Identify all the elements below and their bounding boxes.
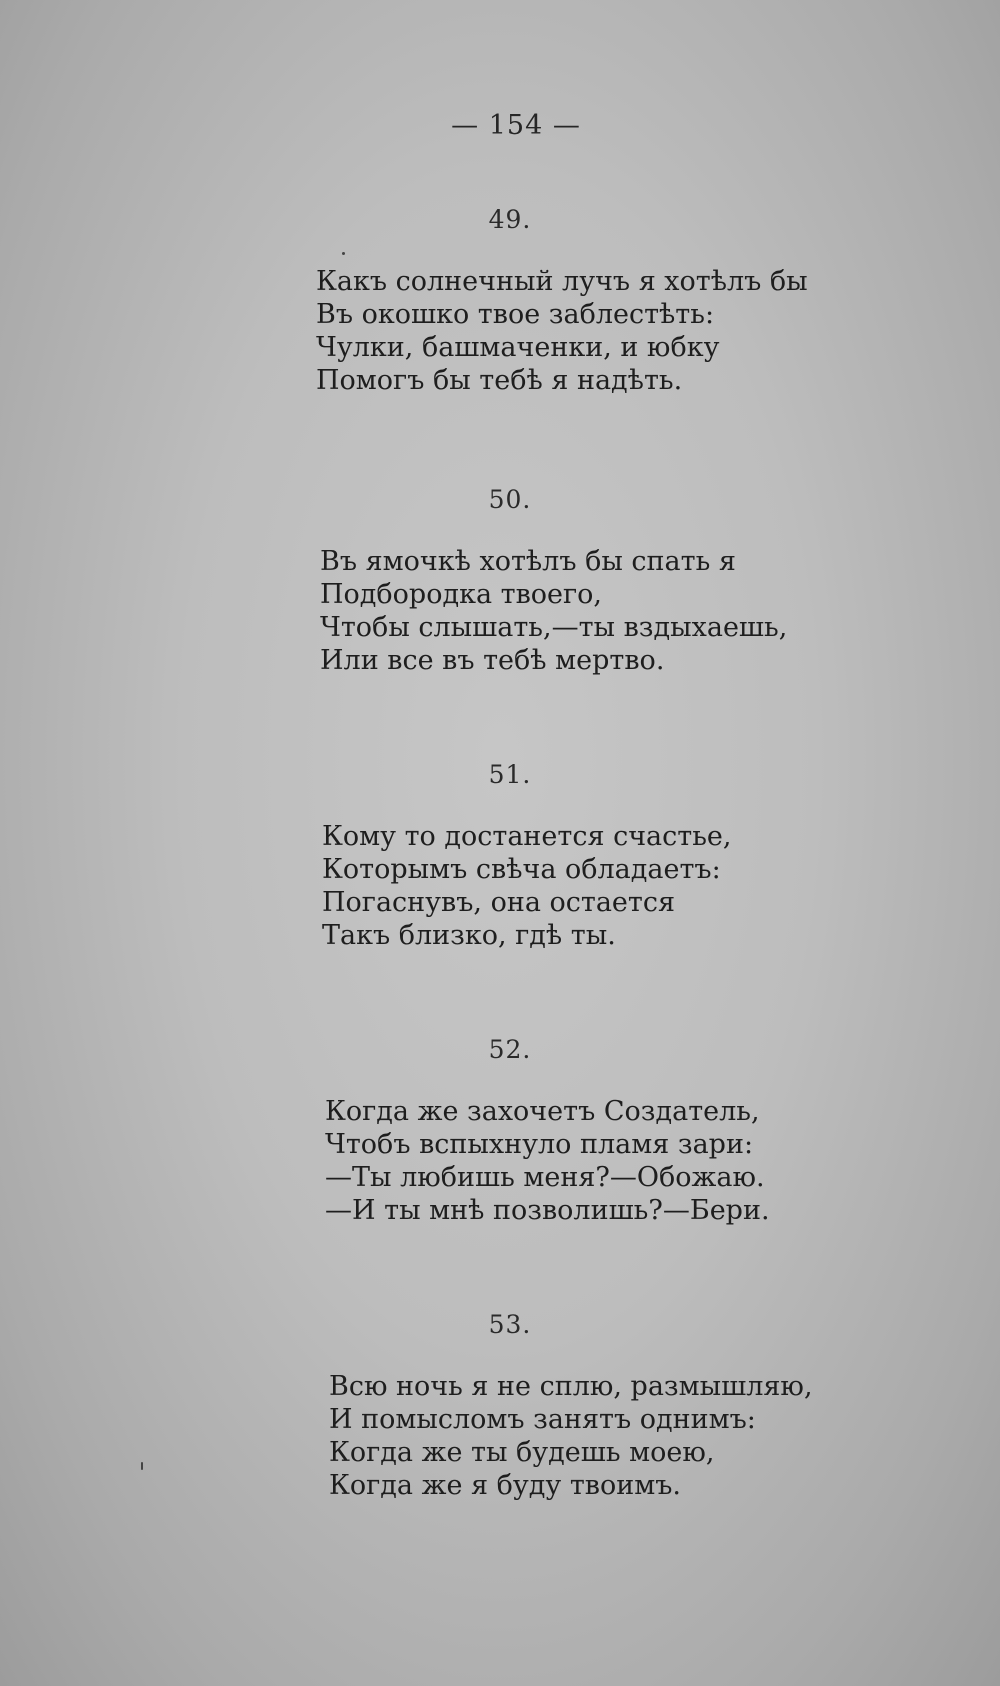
poem-line: —Ты любишь меня?—Обожаю. — [325, 1162, 765, 1193]
print-speck — [141, 1462, 143, 1470]
poem-number: 52. — [488, 1035, 532, 1064]
poem-line: —И ты мнѣ позволишь?—Бери. — [325, 1195, 770, 1226]
poem-number: 51. — [488, 760, 532, 789]
poem-line: Когда же ты будешь моею, — [329, 1437, 715, 1468]
page-number: — 154 — — [451, 110, 581, 141]
poem-line: Какъ солнечный лучъ я хотѣлъ бы — [316, 266, 808, 297]
poem-line: Помогъ бы тебѣ я надѣть. — [316, 365, 683, 396]
poem-stanza — [320, 545, 787, 677]
poem-line: Такъ близко, гдѣ ты. — [322, 920, 616, 951]
poem-line: Всю ночь я не сплю, размышляю, — [329, 1371, 813, 1402]
poem-line: Подбородка твоего, — [320, 579, 603, 610]
poem-stanza — [322, 820, 731, 952]
poem-line: Въ окошко твое заблестѣть: — [316, 299, 715, 330]
poem-line: Когда же захочетъ Создатель, — [325, 1096, 760, 1127]
poem-number: 53. — [488, 1310, 532, 1339]
poem-line: Которымъ свѣча обладаетъ: — [322, 854, 721, 885]
poem-line: И помысломъ занятъ однимъ: — [329, 1404, 756, 1435]
poem-line: Чтобы слышать,—ты вздыхаешь, — [320, 612, 788, 643]
poem-line: Кому то достанется счастье, — [322, 821, 732, 852]
poem-stanza — [316, 265, 808, 397]
poem-number: 50. — [488, 485, 532, 514]
poem-number: 49. — [488, 205, 532, 234]
poem-stanza — [329, 1370, 813, 1502]
poem-line: Погаснувъ, она остается — [322, 887, 676, 918]
poem-line: Когда же я буду твоимъ. — [329, 1470, 682, 1501]
poem-stanza — [325, 1095, 770, 1227]
poem-line: Чтобъ вспыхнуло пламя зари: — [325, 1129, 754, 1160]
poem-line: Въ ямочкѣ хотѣлъ бы спать я — [320, 546, 736, 577]
poem-line: Чулки, башмаченки, и юбку — [316, 332, 720, 363]
poem-line: Или все въ тебѣ мертво. — [320, 645, 665, 676]
print-speck — [342, 252, 345, 255]
